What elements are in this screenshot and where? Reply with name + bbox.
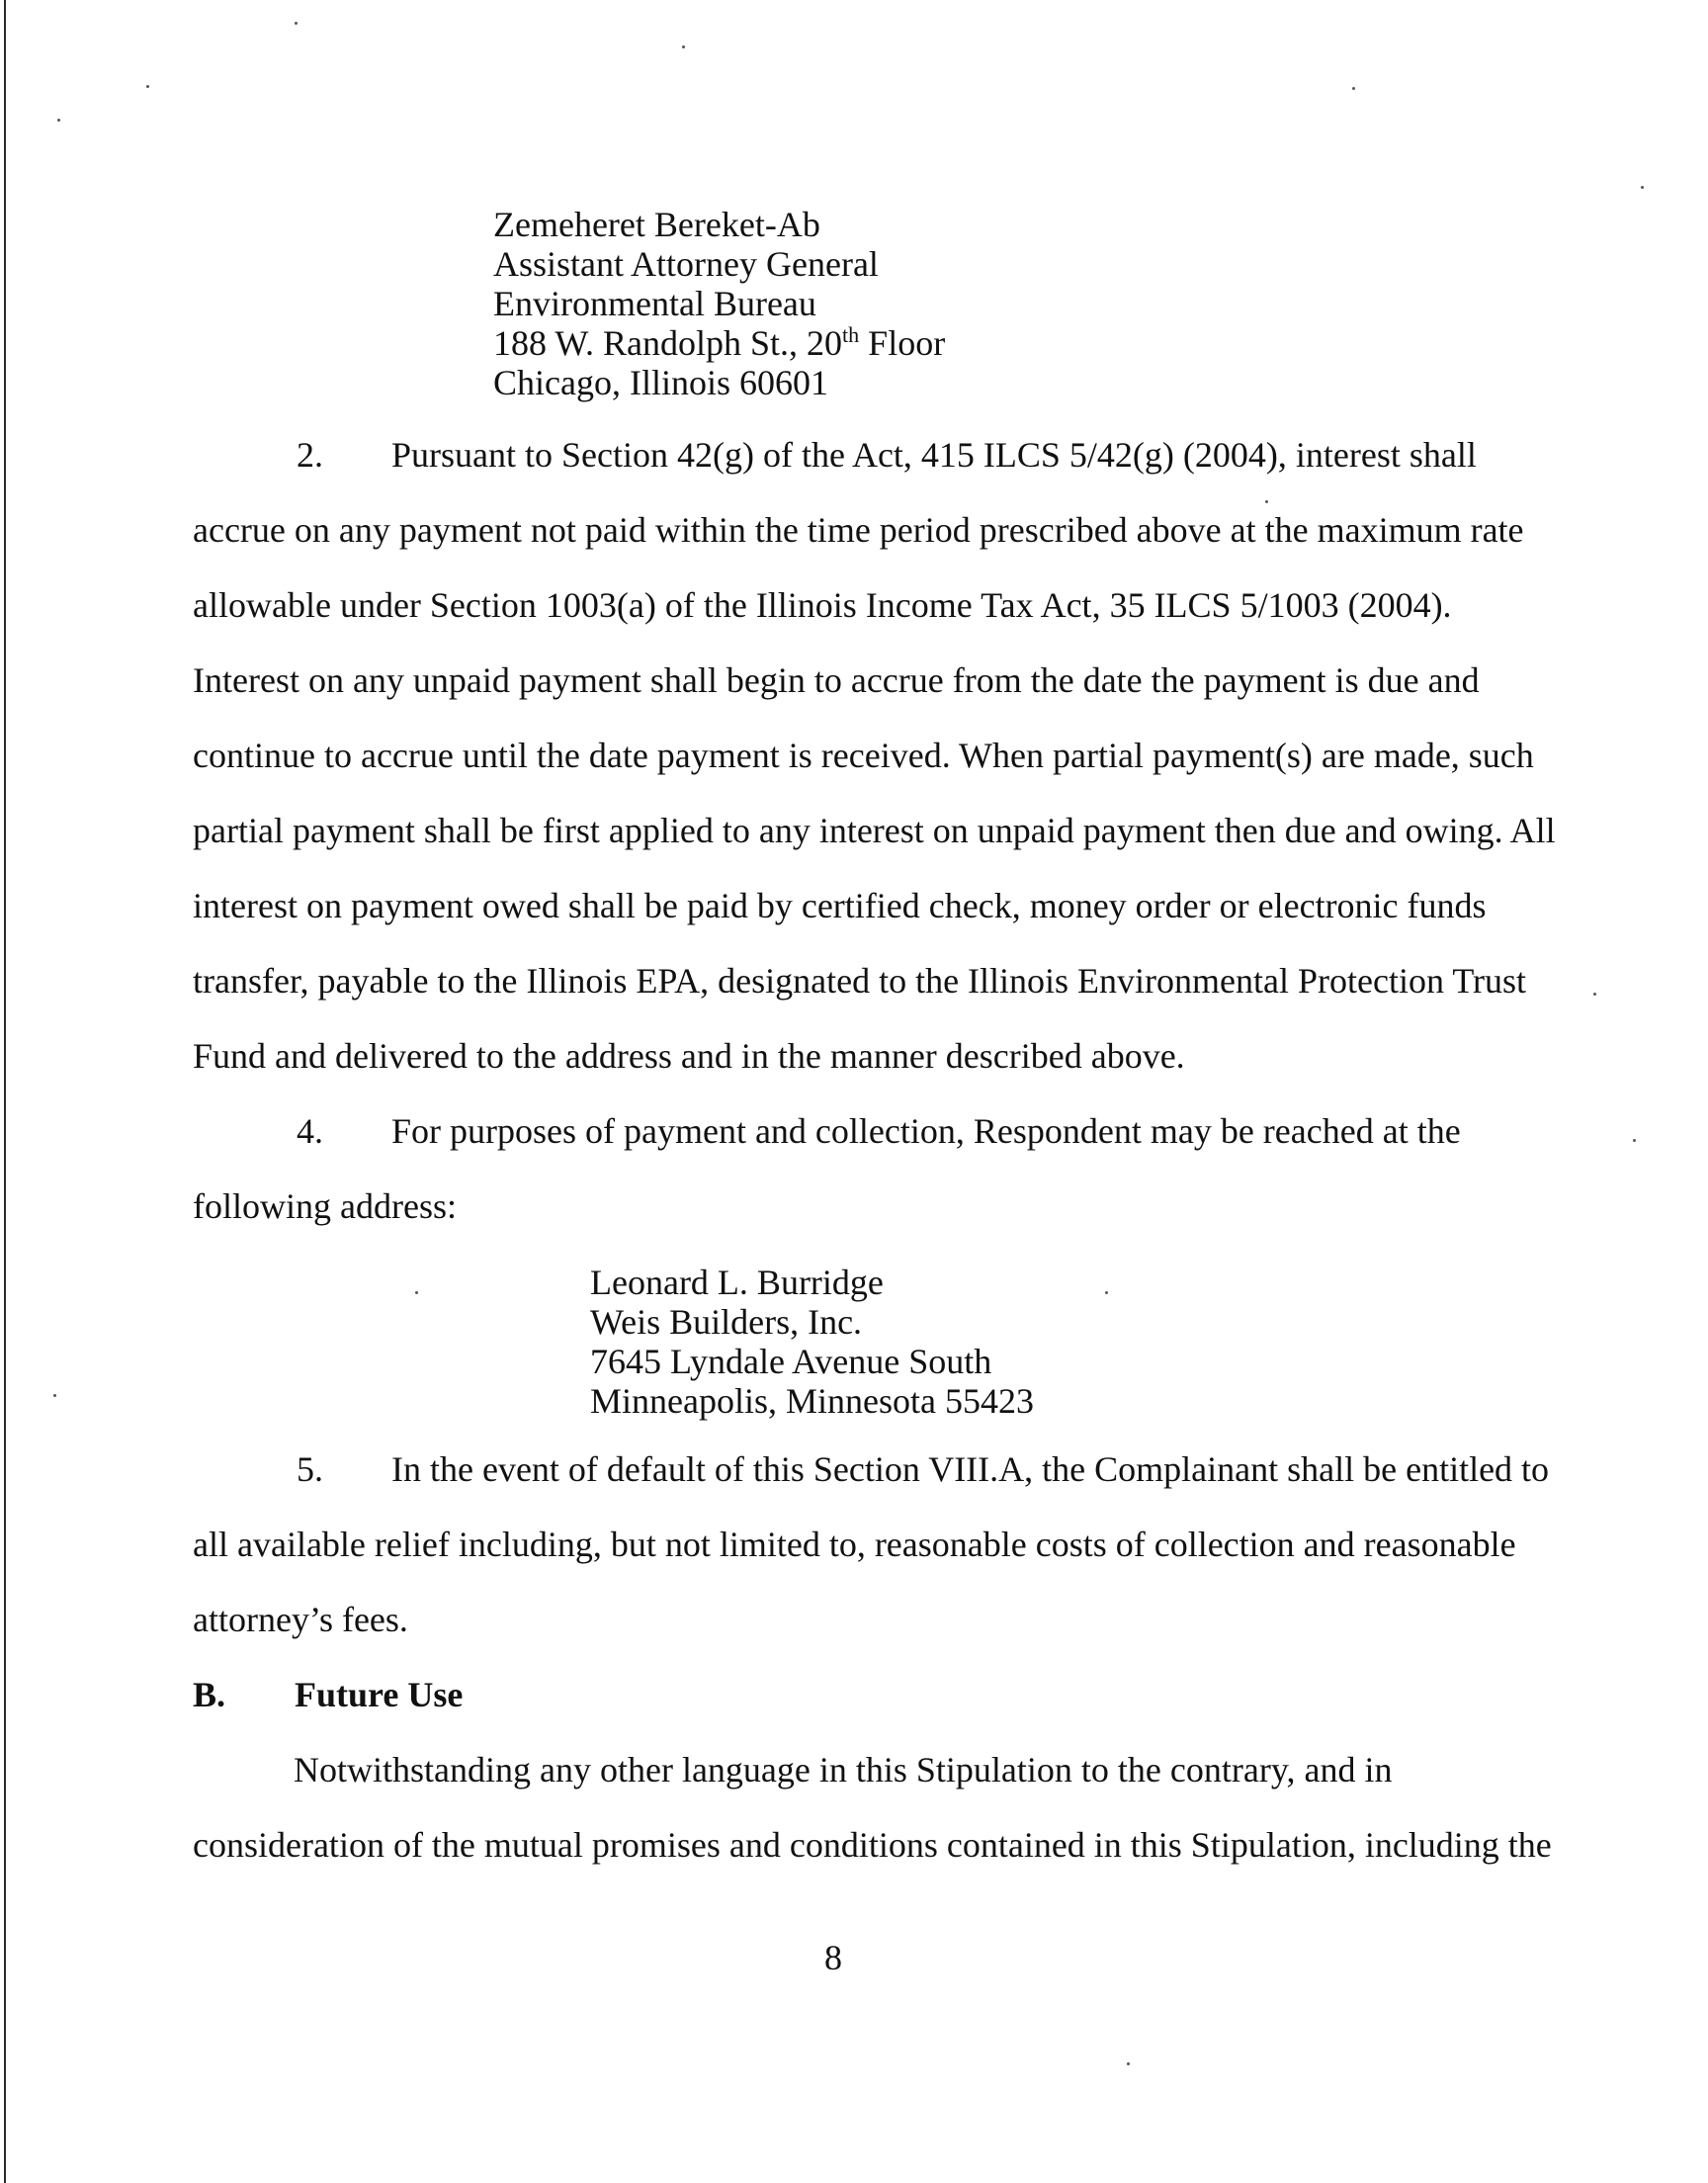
section-heading: Future Use <box>295 1675 464 1714</box>
scan-speck <box>1593 993 1596 996</box>
paragraph-4-line: following address: <box>193 1186 457 1226</box>
address-street-suffix: Floor <box>859 323 946 363</box>
address-block-attorney <box>493 205 945 402</box>
section-letter: B. <box>193 1675 226 1714</box>
address-company: Weis Builders, Inc. <box>590 1302 863 1342</box>
paragraph-2-line: continue to accrue until the date payment is received. When partial payment(s) are made, such <box>193 736 1534 775</box>
address-name: Leonard L. Burridge <box>590 1263 884 1302</box>
address-city: Chicago, Illinois 60601 <box>493 363 828 402</box>
paragraph-2-line: Pursuant to Section 42(g) of the Act, 415 ILCS 5/42(g) (2004), interest shall <box>391 435 1477 475</box>
paragraph-5-line: all available relief including, but not limited to, reasonable costs of collection and reasonable <box>193 1525 1516 1564</box>
scan-speck <box>146 85 149 88</box>
paragraph-2-line: Fund and delivered to the address and in the manner described above. <box>193 1036 1185 1076</box>
scan-speck <box>1265 500 1268 503</box>
scan-speck <box>415 1291 418 1294</box>
scan-speck <box>1641 186 1644 189</box>
paragraph-5-number: 5. <box>297 1449 323 1489</box>
scan-speck <box>1352 87 1355 90</box>
address-street-superscript: th <box>842 322 860 347</box>
paragraph-2-line: interest on payment owed shall be paid by certified check, money order or electronic funds <box>193 886 1487 925</box>
address-block-respondent <box>590 1263 1034 1421</box>
page-number: 8 <box>824 1938 842 1977</box>
paragraph-2-line: transfer, payable to the Illinois EPA, designated to the Illinois Environmental Protection Trust <box>193 961 1527 1001</box>
scan-speck <box>1127 2062 1130 2065</box>
future-use-line: consideration of the mutual promises and conditions contained in this Stipulation, including the <box>193 1825 1552 1865</box>
page-edge-rule <box>4 0 6 2183</box>
scan-speck <box>53 1394 56 1397</box>
paragraph-2-line: accrue on any payment not paid within the time period prescribed above at the maximum rate <box>193 510 1524 550</box>
address-street <box>493 323 945 363</box>
scan-speck <box>295 22 298 25</box>
address-name: Zemeheret Bereket-Ab <box>493 205 820 244</box>
paragraph-5-line: attorney’s fees. <box>193 1600 408 1639</box>
scan-speck <box>1633 1139 1636 1142</box>
address-street: 7645 Lyndale Avenue South <box>590 1342 992 1381</box>
paragraph-2-line: partial payment shall be first applied to any interest on unpaid payment then due and owing. All <box>193 811 1556 850</box>
scan-speck <box>1105 1291 1108 1294</box>
scan-speck <box>682 45 685 48</box>
paragraph-5-line: In the event of default of this Section VIII.A, the Complainant shall be entitled to <box>391 1449 1550 1489</box>
address-street-prefix: 188 W. Randolph St., 20 <box>493 323 843 363</box>
paragraph-2-line: allowable under Section 1003(a) of the Illinois Income Tax Act, 35 ILCS 5/1003 (2004). <box>193 585 1452 625</box>
paragraph-4-line: For purposes of payment and collection, Respondent may be reached at the <box>391 1111 1461 1151</box>
scan-speck <box>57 119 60 122</box>
address-bureau: Environmental Bureau <box>493 284 816 323</box>
future-use-line: Notwithstanding any other language in this Stipulation to the contrary, and in <box>294 1750 1393 1790</box>
address-city: Minneapolis, Minnesota 55423 <box>590 1381 1034 1421</box>
paragraph-2-number: 2. <box>297 435 323 475</box>
address-title: Assistant Attorney General <box>493 244 879 284</box>
paragraph-4-number: 4. <box>297 1111 323 1151</box>
paragraph-2-line: Interest on any unpaid payment shall begin to accrue from the date the payment is due and <box>193 660 1480 700</box>
